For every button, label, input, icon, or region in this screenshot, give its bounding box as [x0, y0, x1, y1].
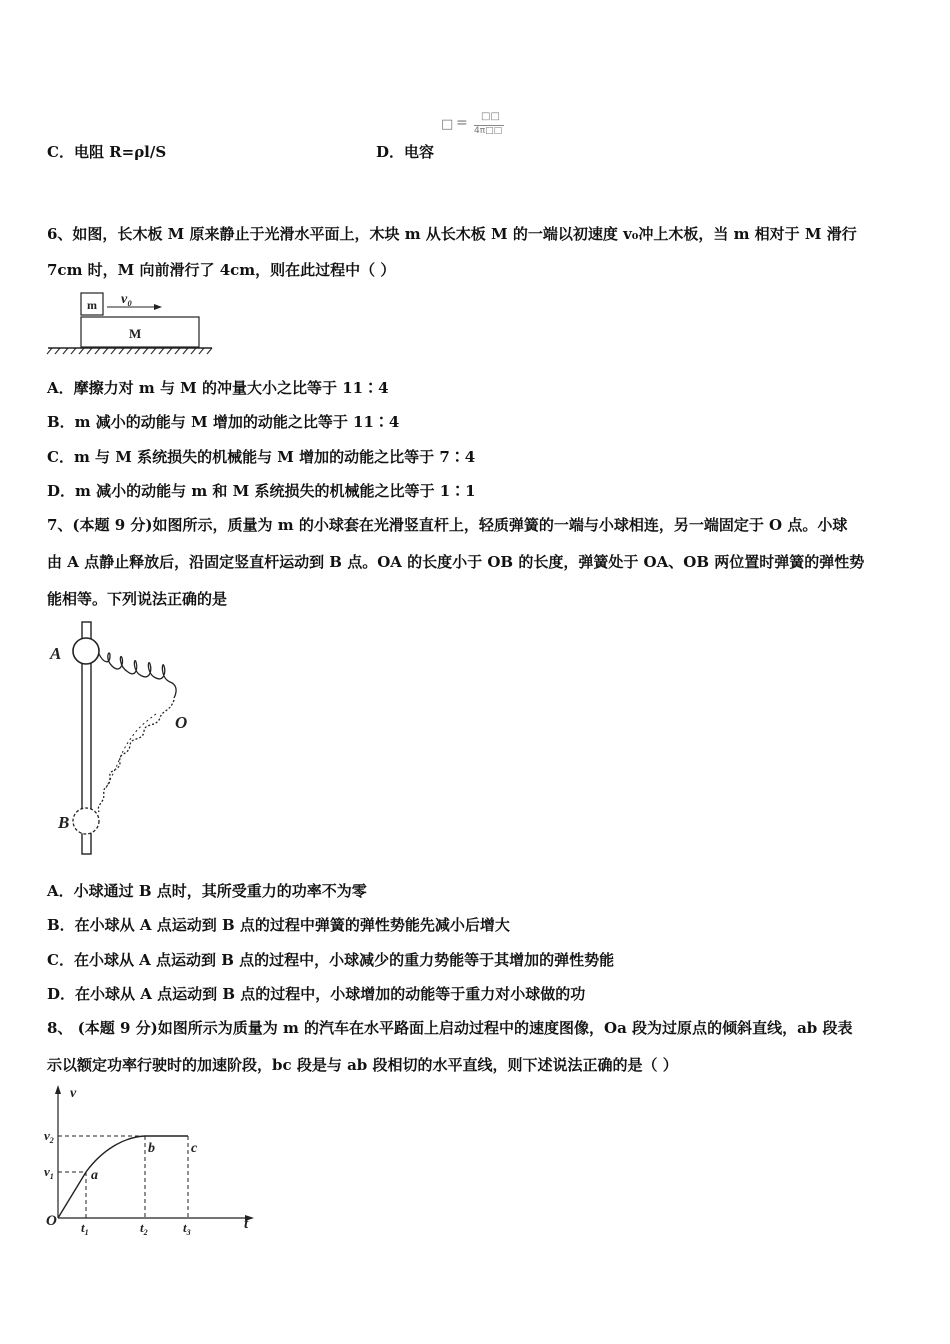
point-c-label: c: [191, 1141, 198, 1156]
label-o: O: [175, 713, 188, 732]
origin-label: O: [46, 1213, 57, 1229]
v1-label: $v_1$: [44, 1164, 54, 1181]
q7-option-b: B．在小球从 A 点运动到 B 点的过程中弹簧的弹性势能先减小后增大: [47, 916, 510, 934]
spring-at-a: [99, 653, 176, 698]
label-a: A: [50, 644, 62, 663]
capacitance-formula: □ = □□ 4π□□: [441, 111, 503, 136]
q6-stem-line-1: 6、如图，长木板 M 原来静止于光滑水平面上，木块 m 从长木板 M 的一端以初速度 v₀冲上木板，当 m 相对于 M 滑行: [47, 225, 857, 243]
point-b-label: b: [148, 1141, 155, 1156]
q8-stem-line-1: 8、 (本题 9 分)如图所示为质量为 m 的汽车在水平路面上启动过程中的速度图像，Oa 段为过原点的倾斜直线，ab 段表: [47, 1019, 853, 1037]
q7-stem-line-1: 7、(本题 9 分)如图所示，质量为 m 的小球套在光滑竖直杆上，轻质弹簧的一端与小球相连，另一端固定于 O 点。小球: [47, 516, 848, 534]
ball-at-b: [73, 808, 99, 834]
large-board-label: M: [129, 326, 142, 341]
q8-velocity-graph: [40, 1080, 262, 1236]
t1-label: $t_1$: [81, 1220, 89, 1236]
q7-spring-figure: [44, 618, 204, 858]
point-a-label: a: [91, 1168, 98, 1183]
q6-option-d: D．m 减小的动能与 m 和 M 系统损失的机械能之比等于 1∶1: [47, 482, 476, 500]
t3-label: $t_3$: [183, 1220, 191, 1236]
label-b: B: [58, 813, 70, 832]
t2-label: $t_2$: [140, 1220, 148, 1236]
prev-option-d: D．电容: [376, 143, 435, 161]
v2-label: $v_2$: [44, 1128, 54, 1145]
velocity-curve: [58, 1136, 188, 1218]
q7-stem-line-2: 由 A 点静止释放后，沿固定竖直杆运动到 B 点。OA 的长度小于 OB 的长度，弹簧处于 OA、OB 两位置时弹簧的弹性势: [47, 553, 865, 571]
velocity-label: v₀: [121, 292, 133, 307]
q6-option-a: A．摩擦力对 m 与 M 的冲量大小之比等于 11∶4: [47, 379, 389, 397]
axis-label-t: t: [244, 1216, 249, 1232]
axis-label-v: v: [70, 1086, 77, 1101]
small-block-label: m: [87, 298, 97, 312]
q6-board-figure: [44, 288, 216, 358]
q7-option-d: D．在小球从 A 点运动到 B 点的过程中，小球增加的动能等于重力对小球做的功: [47, 985, 586, 1003]
q7-option-a: A．小球通过 B 点时，其所受重力的功率不为零: [47, 882, 367, 900]
prev-option-c: C．电阻 R=ρl/S: [47, 143, 167, 161]
q6-stem-line-2: 7cm 时，M 向前滑行了 4cm，则在此过程中（ ）: [47, 261, 396, 279]
spring-at-b: [98, 700, 174, 812]
ball-at-a: [73, 638, 99, 664]
q7-stem-line-3: 能相等。下列说法正确的是: [47, 590, 228, 608]
q7-option-c: C．在小球从 A 点运动到 B 点的过程中，小球减少的重力势能等于其增加的弹性势能: [47, 951, 615, 969]
q6-option-b: B．m 减小的动能与 M 增加的动能之比等于 11∶4: [47, 413, 400, 431]
q6-option-c: C．m 与 M 系统损失的机械能与 M 增加的动能之比等于 7∶4: [47, 448, 476, 466]
q8-stem-line-2: 示以额定功率行驶时的加速阶段，bc 段是与 ab 段相切的水平直线，则下述说法正确的是（ ）: [47, 1056, 678, 1074]
ground-hatch: [47, 348, 212, 354]
